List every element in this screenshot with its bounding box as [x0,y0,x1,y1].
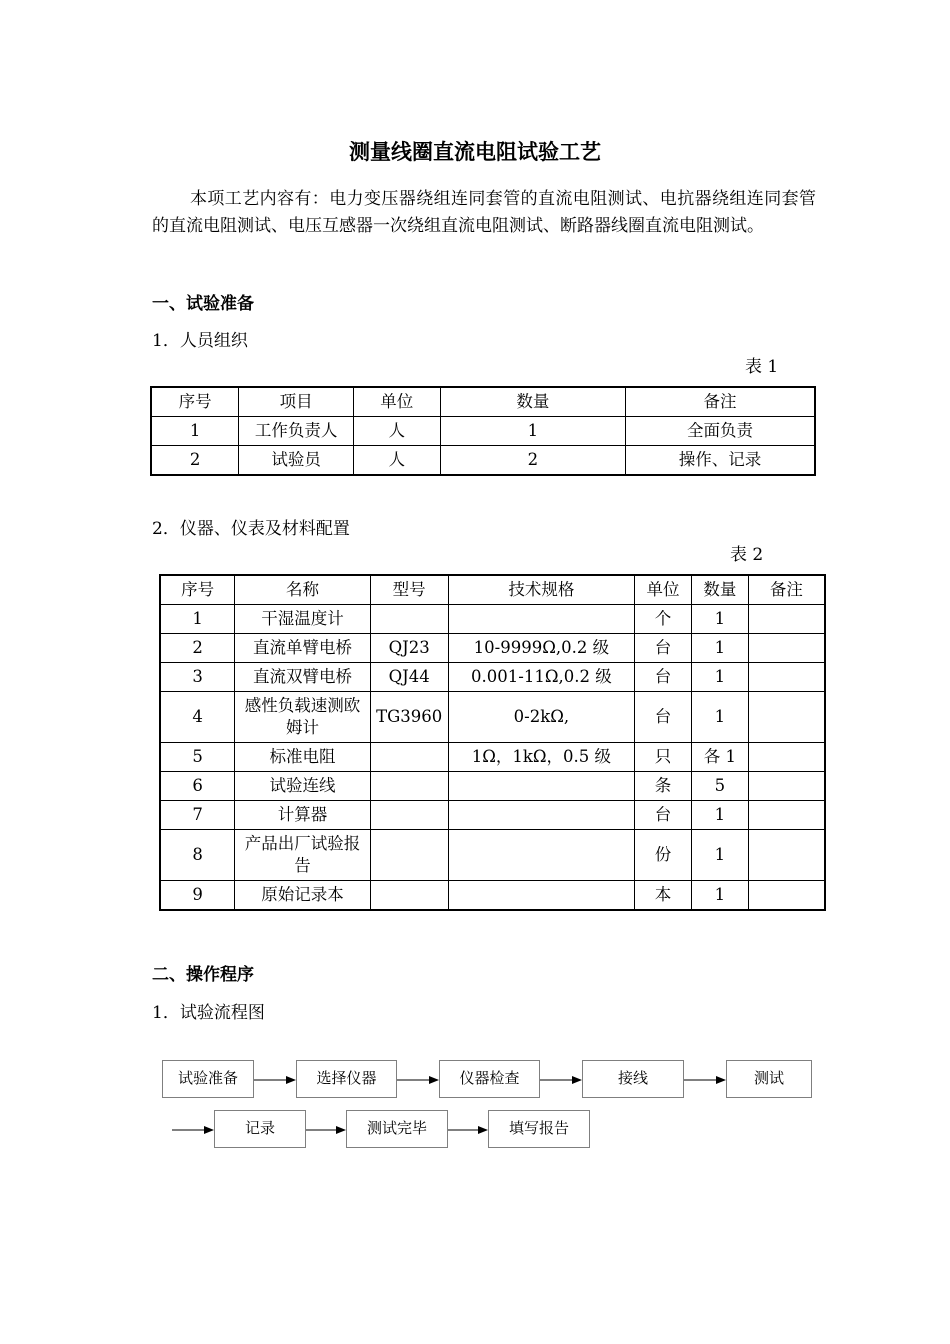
table-cell: 各 1 [691,743,748,772]
table-cell: 台 [635,663,692,692]
table-cell: 计算器 [235,801,370,830]
table-cell: 标准电阻 [235,743,370,772]
table-cell: 干湿温度计 [235,605,370,634]
header-cell: 数量 [691,575,748,605]
table-cell: 台 [635,634,692,663]
table-cell: 人 [353,417,440,446]
table-cell: 直流单臂电桥 [235,634,370,663]
table-cell: 5 [691,772,748,801]
table-cell: 操作、记录 [626,446,815,476]
table-cell: 1 [151,417,239,446]
table-cell: 6 [160,772,235,801]
table-cell: 1 [691,692,748,743]
flow-step-test: 测试 [726,1060,812,1098]
table1-caption: 表 1 [745,357,779,377]
flow-step-write-report: 填写报告 [488,1110,590,1148]
section2-heading: 二、操作程序 [152,965,254,985]
section1-sub1: 1．人员组织 [152,331,248,351]
table-cell: 1 [691,663,748,692]
table-cell: 5 [160,743,235,772]
header-cell: 名称 [235,575,370,605]
intro-paragraph: 本项工艺内容有：电力变压器绕组连同套管的直流电阻测试、电抗器绕组连同套管的直流电阻测试、电压互感器一次绕组直流电阻测试、断路器线圈直流电阻测试。 [152,189,816,236]
table-cell: 1 [691,801,748,830]
table-cell: 1 [691,634,748,663]
header-cell: 序号 [160,575,235,605]
header-cell: 单位 [353,387,440,417]
table2-caption: 表 2 [730,545,764,565]
flow-step-check-instrument: 仪器检查 [439,1060,540,1098]
table-cell: 工作负责人 [239,417,354,446]
table-cell: 7 [160,801,235,830]
table-cell: 产品出厂试验报告 [235,830,370,881]
table-cell: 0-2kΩ, [448,692,635,743]
table-cell: 1 [160,605,235,634]
table-cell: 试验员 [239,446,354,476]
section1-heading: 一、试验准备 [152,294,254,314]
table-cell: 4 [160,692,235,743]
table-cell: TG3960 [370,692,448,743]
table-cell: 1 [691,830,748,881]
table-cell: 只 [635,743,692,772]
table-cell: 10-9999Ω,0.2 级 [448,634,635,663]
table-cell: QJ44 [370,663,448,692]
table-cell: 个 [635,605,692,634]
table-cell: QJ23 [370,634,448,663]
table-cell: 8 [160,830,235,881]
table-cell: 台 [635,692,692,743]
table-cell: 1Ω，1kΩ，0.5 级 [448,743,635,772]
table-cell: 原始记录本 [235,881,370,911]
table-cell: 0.001-11Ω,0.2 级 [448,663,635,692]
table-cell: 人 [353,446,440,476]
section1-sub2: 2．仪器、仪表及材料配置 [152,519,350,539]
flow-step-prepare: 试验准备 [162,1060,254,1098]
table-cell: 全面负责 [626,417,815,446]
table-cell: 试验连线 [235,772,370,801]
table-cell: 1 [440,417,625,446]
flow-step-test-complete: 测试完毕 [346,1110,448,1148]
flow-step-select-instrument: 选择仪器 [296,1060,397,1098]
table-cell: 3 [160,663,235,692]
table-cell: 条 [635,772,692,801]
table-cell: 2 [160,634,235,663]
page-title: 测量线圈直流电阻试验工艺 [349,140,601,164]
table-cell: 份 [635,830,692,881]
table-cell: 直流双臂电桥 [235,663,370,692]
table-cell: 本 [635,881,692,911]
section2-sub1: 1．试验流程图 [152,1003,265,1023]
header-cell: 数量 [440,387,625,417]
header-cell: 项目 [239,387,354,417]
header-cell: 备注 [748,575,825,605]
table-cell: 9 [160,881,235,911]
flow-step-wiring: 接线 [582,1060,684,1098]
table-cell: 2 [440,446,625,476]
header-cell: 技术规格 [448,575,635,605]
header-cell: 单位 [635,575,692,605]
table-cell: 2 [151,446,239,476]
header-cell: 序号 [151,387,239,417]
header-cell: 备注 [626,387,815,417]
table-cell: 台 [635,801,692,830]
header-cell: 型号 [370,575,448,605]
flow-step-record: 记录 [214,1110,306,1148]
table-cell: 1 [691,605,748,634]
table-cell: 感性负载速测欧姆计 [235,692,370,743]
table-cell: 1 [691,881,748,911]
